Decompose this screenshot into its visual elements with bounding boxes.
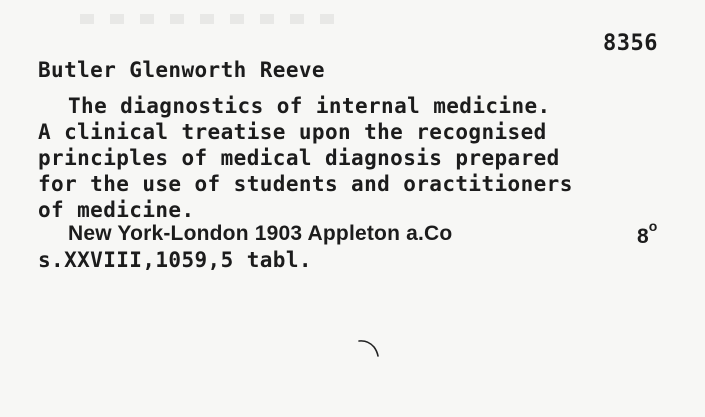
title-line-1: The diagnostics of internal medicine. bbox=[68, 94, 551, 118]
title-line-2: A clinical treatise upon the recognised bbox=[38, 120, 547, 144]
title-line-3: principles of medical diagnosis prepared bbox=[38, 146, 560, 170]
book-format bbox=[637, 218, 658, 249]
faded-header-marks bbox=[80, 14, 340, 24]
title-line-4: for the use of students and oractitioners bbox=[38, 172, 573, 196]
pen-mark-icon bbox=[358, 338, 380, 358]
card-number: 8356 bbox=[603, 31, 658, 56]
format-superscript: o bbox=[648, 218, 658, 234]
collation: s.XXVIII,1059,5 tabl. bbox=[38, 248, 312, 272]
author-name: Butler Glenworth Reeve bbox=[38, 58, 325, 82]
title-line-5: of medicine. bbox=[38, 198, 195, 222]
imprint: New York-London 1903 Appleton a.Co bbox=[68, 222, 453, 245]
format-base: 8 bbox=[637, 225, 649, 248]
